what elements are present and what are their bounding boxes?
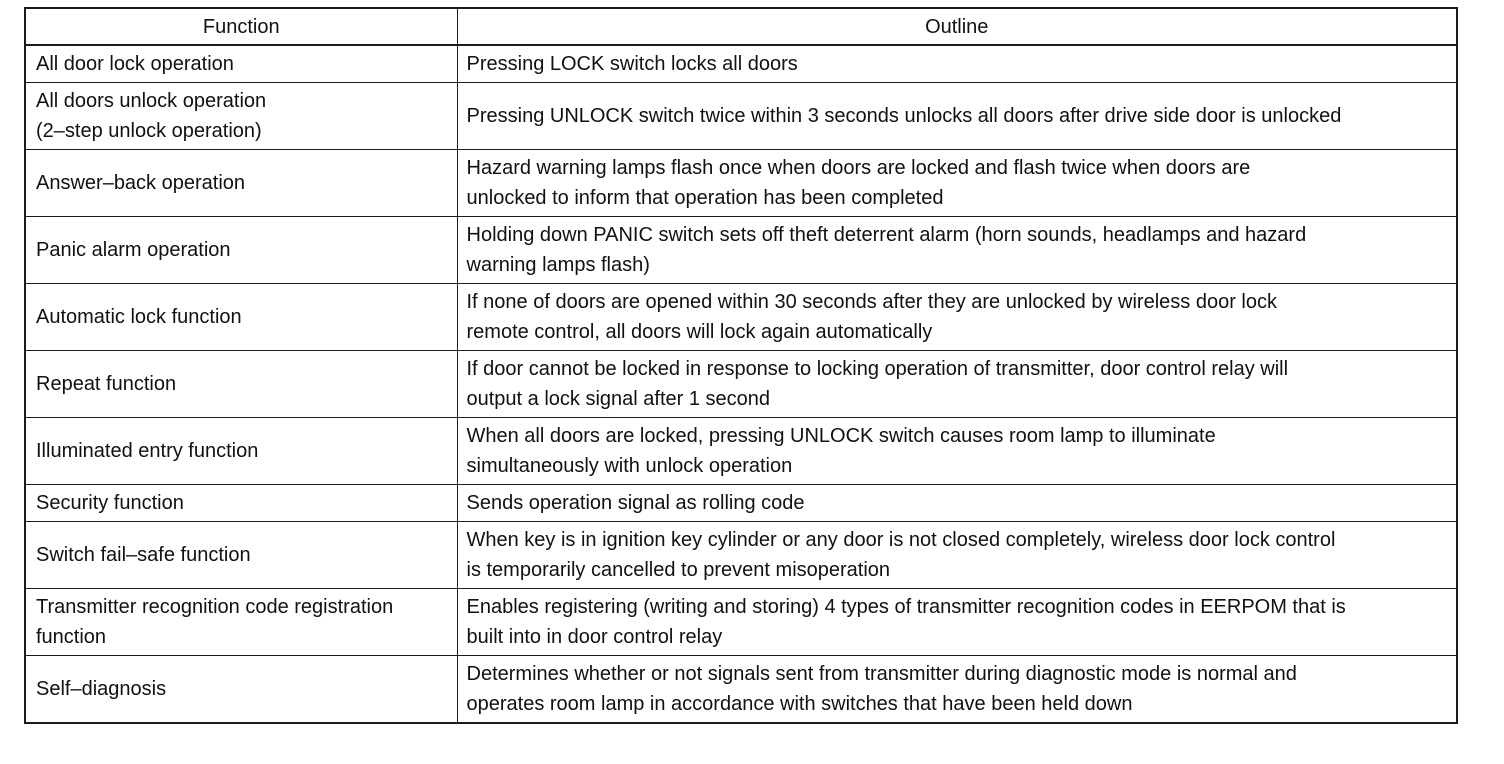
outline-cell: Enables registering (writing and storing) 4 types of transmitter recognition codes in EERPOM that is built into in door control relay xyxy=(457,589,1457,656)
table-row xyxy=(25,522,1457,589)
outline-column-header: Outline xyxy=(457,8,1457,45)
function-cell: Transmitter recognition code registration function xyxy=(25,589,457,656)
table-row xyxy=(25,589,1457,656)
table-row xyxy=(25,485,1457,522)
table-row xyxy=(25,351,1457,418)
function-cell: Self–diagnosis xyxy=(25,656,457,724)
outline-cell: Holding down PANIC switch sets off theft deterrent alarm (horn sounds, headlamps and hazard warning lamps flash) xyxy=(457,217,1457,284)
table-row xyxy=(25,284,1457,351)
outline-cell: Hazard warning lamps flash once when doors are locked and flash twice when doors are unlocked to inform that operation has been completed xyxy=(457,150,1457,217)
function-cell: Illuminated entry function xyxy=(25,418,457,485)
function-cell: Automatic lock function xyxy=(25,284,457,351)
outline-cell: If none of doors are opened within 30 seconds after they are unlocked by wireless door lock remote control, all doors will lock again automatically xyxy=(457,284,1457,351)
outline-cell: Pressing LOCK switch locks all doors xyxy=(457,45,1457,83)
function-cell: All doors unlock operation (2–step unlock operation) xyxy=(25,83,457,150)
table-row xyxy=(25,150,1457,217)
table-row xyxy=(25,45,1457,83)
function-cell: Security function xyxy=(25,485,457,522)
header-row xyxy=(25,8,1457,45)
function-outline-table xyxy=(24,7,1458,724)
outline-cell: If door cannot be locked in response to locking operation of transmitter, door control relay will output a lock signal after 1 second xyxy=(457,351,1457,418)
function-column-header: Function xyxy=(25,8,457,45)
table-row xyxy=(25,418,1457,485)
outline-cell: Determines whether or not signals sent from transmitter during diagnostic mode is normal and operates room lamp in accordance with switches that have been held down xyxy=(457,656,1457,724)
function-cell: Repeat function xyxy=(25,351,457,418)
outline-cell: When key is in ignition key cylinder or any door is not closed completely, wireless door lock control is temporarily cancelled to prevent misoperation xyxy=(457,522,1457,589)
function-cell: All door lock operation xyxy=(25,45,457,83)
table-body xyxy=(25,45,1457,723)
outline-cell: Pressing UNLOCK switch twice within 3 seconds unlocks all doors after drive side door is unlocked xyxy=(457,83,1457,150)
table-row xyxy=(25,217,1457,284)
function-cell: Panic alarm operation xyxy=(25,217,457,284)
table-row xyxy=(25,83,1457,150)
table-row xyxy=(25,656,1457,724)
table-header xyxy=(25,8,1457,45)
function-cell: Switch fail–safe function xyxy=(25,522,457,589)
function-cell: Answer–back operation xyxy=(25,150,457,217)
outline-cell: When all doors are locked, pressing UNLOCK switch causes room lamp to illuminate simultaneously with unlock operation xyxy=(457,418,1457,485)
outline-cell: Sends operation signal as rolling code xyxy=(457,485,1457,522)
